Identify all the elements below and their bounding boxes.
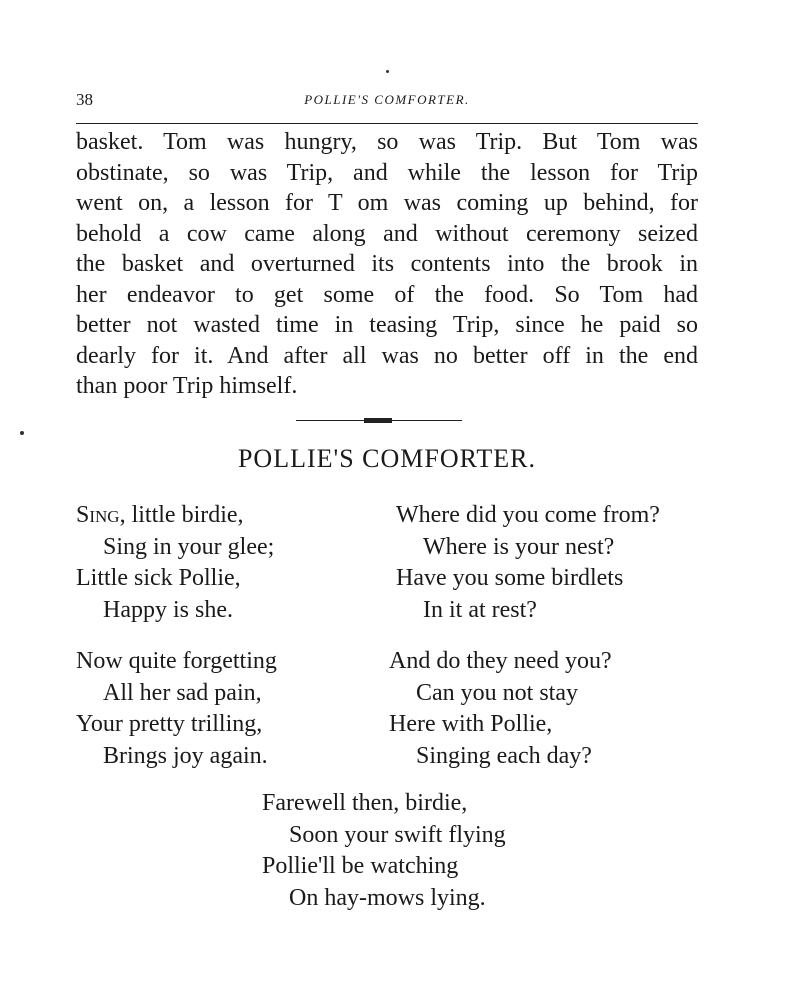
- poem-line: Where did you come from?: [396, 502, 660, 528]
- prose-line: the basket and overturned its contents into the brook in: [76, 251, 698, 277]
- stanza-2: [76, 646, 277, 772]
- prose-line: than poor Trip himself.: [76, 373, 298, 399]
- poem-line: Brings joy again.: [103, 742, 268, 769]
- prose-paragraph: [76, 127, 698, 402]
- prose-line: basket. Tom was hungry, so was Trip. But Tom was: [76, 129, 698, 155]
- poem-line: Pollie'll be watching: [262, 853, 459, 879]
- poem-line: And do they need you?: [389, 648, 612, 674]
- stanza-5: [262, 788, 506, 914]
- poem-line: Can you not stay: [416, 679, 578, 706]
- poem-line: Happy is she.: [103, 596, 233, 623]
- ink-speck: [20, 431, 24, 435]
- running-head: [76, 90, 698, 120]
- poem-line: Sing in your glee;: [103, 533, 275, 560]
- poem-line: All her sad pain,: [103, 679, 262, 706]
- poem-line: Farewell then, birdie,: [262, 790, 468, 816]
- stanza-1: [76, 500, 274, 626]
- poem-line: Where is your nest?: [423, 533, 615, 560]
- page-number: 38: [76, 90, 93, 109]
- divider-bar: [364, 418, 392, 423]
- poem-line: Now quite forgetting: [76, 648, 277, 674]
- poem-line: In it at rest?: [423, 596, 537, 623]
- prose-line: her endeavor to get some of the food. So Tom had: [76, 281, 698, 308]
- ink-speck: [386, 70, 389, 73]
- poem-line: On hay-mows lying.: [289, 884, 486, 911]
- stanza-4: [389, 646, 612, 772]
- poem-line: Your pretty trilling,: [76, 711, 263, 737]
- prose-line: went on, a lesson for T om was coming up behind, for: [76, 190, 698, 216]
- poem-line: Little sick Pollie,: [76, 565, 241, 591]
- drop-initial: S: [76, 502, 90, 528]
- poem-title: POLLIE'S COMFORTER.: [237, 444, 537, 473]
- running-title: POLLIE'S COMFORTER.: [304, 92, 470, 107]
- header-rule: [76, 123, 698, 124]
- poem-line: Here with Pollie,: [389, 711, 553, 737]
- poem-line: Have you some birdlets: [396, 565, 624, 591]
- small-caps-word: ing: [89, 502, 120, 528]
- prose-line: better not wasted time in teasing Trip, since he paid so: [76, 312, 698, 338]
- prose-line: dearly for it. And after all was no better off in the end: [76, 342, 698, 369]
- poem-line: [76, 500, 274, 532]
- poem-line: Soon your swift flying: [289, 821, 506, 848]
- prose-line: obstinate, so was Trip, and while the lesson for Trip: [76, 159, 698, 186]
- stanza-3: [396, 500, 660, 626]
- section-divider-ornament: [296, 418, 462, 424]
- prose-line: behold a cow came along and without ceremony seized: [76, 220, 698, 247]
- poem-line: Singing each day?: [416, 742, 592, 769]
- line-remainder: , little birdie,: [119, 502, 244, 528]
